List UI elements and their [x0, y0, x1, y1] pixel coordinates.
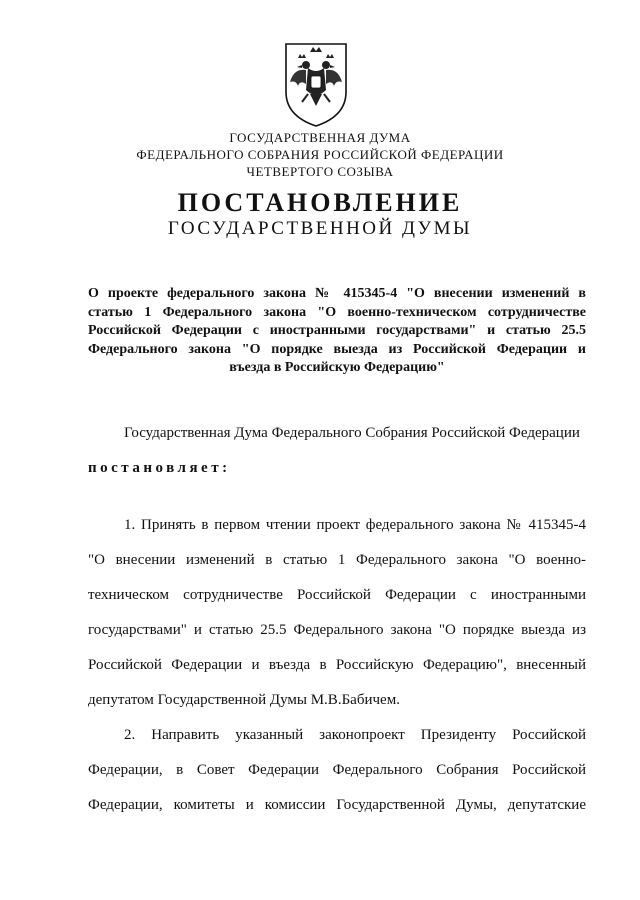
subject-line: Российской Федерации с иностранными государствами" и статью 25.5 — [88, 323, 586, 338]
item-2-line: Федерации, комитеты и комиссии Государственной Думы, депутатские — [88, 797, 586, 813]
document-subtitle: ГОСУДАРСТВЕННОЙ ДУМЫ — [167, 218, 473, 239]
item-2-line: 2. Направить указанный законопроект Президенту Российской — [124, 727, 586, 743]
document-title: ПОСТАНОВЛЕНИЕ — [177, 188, 463, 217]
convocation-line: ЧЕТВЕРТОГО СОЗЫВА — [246, 164, 394, 179]
item-1-line: государствами" и статью 25.5 Федерального закона "О порядке выезда из — [88, 622, 586, 638]
preamble: Государственная Дума Федерального Собрания Российской Федерации — [124, 425, 580, 441]
russian-coat-of-arms-icon — [272, 38, 360, 130]
subject-line: статью 1 Федерального закона "О военно-техническом сотрудничестве — [88, 304, 586, 320]
org-name-line-2: ФЕДЕРАЛЬНОГО СОБРАНИЯ РОССИЙСКОЙ ФЕДЕРАЦИИ — [136, 147, 504, 162]
subject-line: въезда в Российскую Федерацию" — [229, 360, 445, 375]
subject-line: Федерального закона "О порядке выезда из Российской Федерации и — [88, 341, 586, 357]
item-1-line: Российской Федерации и въезда в Российскую Федерацию", внесенный — [88, 657, 586, 673]
item-2-line: Федерации, в Совет Федерации Федерального Собрания Российской — [88, 762, 586, 778]
item-1-line: депутатом Государственной Думы М.В.Бабичем. — [88, 692, 400, 708]
resolves-word: постановляет: — [88, 460, 231, 476]
org-name-line-1: ГОСУДАРСТВЕННАЯ ДУМА — [229, 130, 411, 145]
resolution-subject — [88, 285, 586, 378]
item-1-line: "О внесении изменений в статью 1 Федерального закона "О военно- — [88, 552, 586, 568]
item-1-line: техническом сотрудничестве Российской Федерации с иностранными — [88, 587, 586, 603]
subject-line: О проекте федерального закона № 415345-4 "О внесении изменений в — [88, 286, 586, 301]
item-1-line: 1. Принять в первом чтении проект федерального закона № 415345-4 — [124, 517, 586, 533]
